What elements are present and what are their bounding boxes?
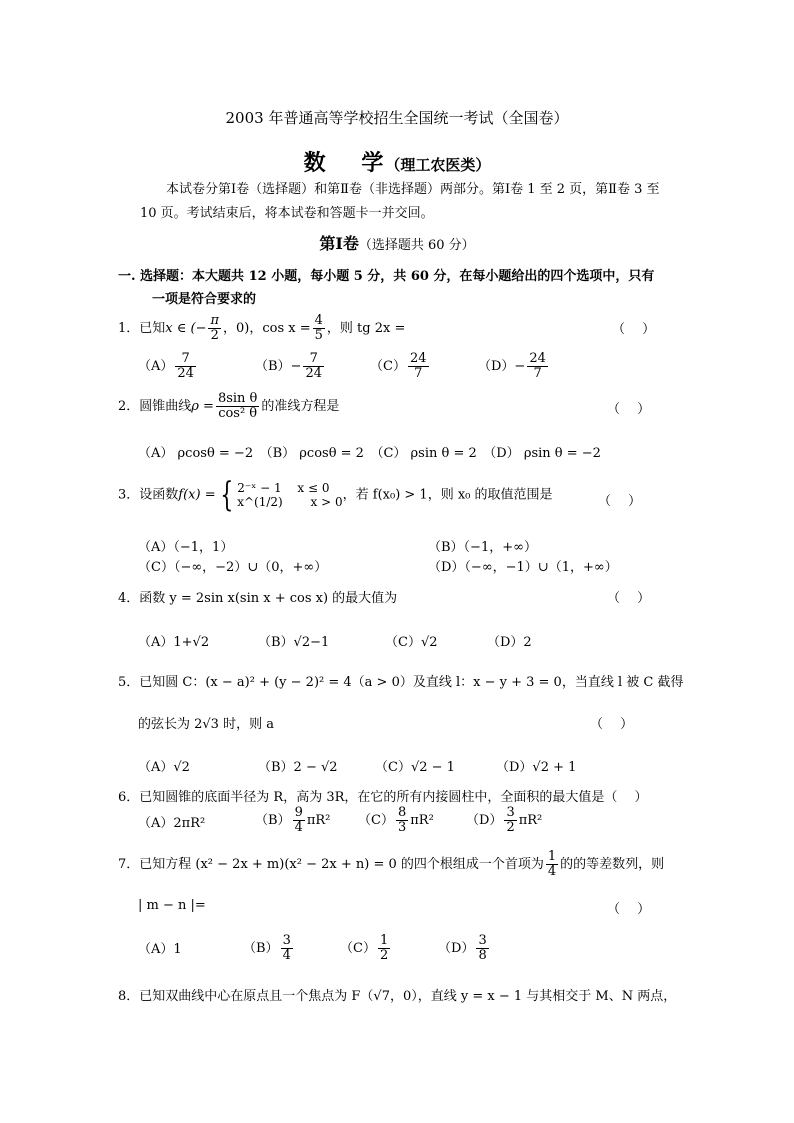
q6-c-label: （C） — [358, 813, 394, 828]
q1-b-num: 7 — [303, 352, 324, 367]
question-2 — [118, 392, 339, 421]
q1-b-label: （B）− — [255, 359, 302, 374]
q2-rho: ρ = — [191, 399, 214, 414]
q1-prefix: 1．已知 — [118, 321, 166, 336]
q1-c-num: 24 — [409, 351, 427, 366]
q1-expr3: ，则 tg 2x = — [326, 321, 406, 336]
section-heading-line2: 一项是符合要求的 — [152, 292, 257, 307]
q6-b-label: （B） — [255, 813, 291, 828]
q6-option-d — [466, 806, 542, 835]
q1-d-frac — [527, 352, 548, 381]
q7-text-a: 7．已知方程 (x² − 2x + m)(x² − 2x + n) = 0 的四个根组成一个首项为 — [118, 857, 544, 872]
question-5-line1: 5．已知圆 C：(x − a)² + (y − 2)² = 4（a > 0）及直线 l：x − y + 3 = 0，当直线 l 被 C 截得 — [118, 675, 684, 690]
q7-frac-den: 4 — [547, 864, 557, 879]
q1-a-label: （A） — [138, 359, 174, 374]
q7-c-frac — [378, 934, 390, 963]
q6-d-label: （D） — [466, 813, 503, 828]
q7-d-frac — [476, 934, 488, 963]
section-heading-line1: 一. 选择题：本大题共 12 小题，每小题 5 分，共 60 分，在每小题给出的四个选项中，只有 — [118, 269, 655, 284]
q1-b-den: 24 — [305, 366, 322, 381]
q1-option-d — [478, 352, 550, 381]
q7-b-label: （B） — [243, 941, 279, 956]
q4-answer-paren: （ ） — [607, 591, 651, 606]
q1-frac2-num: 4 — [314, 313, 323, 328]
q6-d-den: 2 — [506, 820, 515, 835]
q5-option-c: （C）√2 − 1 — [375, 760, 455, 775]
q7-b-den: 4 — [282, 948, 291, 963]
q2-prefix: 2．圆锥曲线 — [118, 399, 192, 414]
q3-pieces — [237, 481, 342, 509]
q1-frac2-den: 5 — [314, 328, 323, 343]
q7-option-d — [438, 934, 491, 963]
q1-option-c — [370, 352, 431, 381]
question-5-line2: 的弦长为 2√3 时，则 a — [138, 717, 274, 732]
q6-c-tail: πR² — [410, 813, 434, 828]
q1-a-den: 24 — [177, 366, 194, 381]
q3-option-c: （C）（−∞，−2）∪（0，+∞） — [138, 560, 328, 575]
subject-name: 数 学 — [303, 150, 386, 176]
q1-frac-num: π — [210, 313, 220, 328]
q1-d-den: 7 — [533, 366, 542, 381]
q3-prefix: 3．设函数 — [118, 487, 179, 503]
question-7-line1 — [118, 850, 664, 879]
q6-d-tail: πR² — [518, 813, 543, 828]
q1-a-num: 7 — [175, 352, 196, 367]
q5-option-a: （A）√2 — [138, 760, 190, 775]
q4-option-a: （A）1+√2 — [138, 635, 210, 650]
part-label: 第Ⅰ卷 — [319, 234, 359, 253]
q3-option-d: （D）（−∞，−1）∪（1，+∞） — [428, 560, 618, 575]
q7-c-label: （C） — [340, 941, 376, 956]
q1-expr1: x ∈ (− — [165, 321, 207, 336]
q3-function: f(x) = — [178, 487, 216, 503]
q1-d-num: 24 — [529, 351, 546, 366]
question-4: 4．函数 y = 2sin x(sin x + cos x) 的最大值为 — [118, 591, 398, 606]
q7-d-label: （D） — [438, 941, 475, 956]
part-note: （选择题共 60 分） — [358, 238, 475, 253]
q1-option-a — [138, 352, 198, 381]
q7-b-frac — [281, 934, 293, 963]
q4-option-d: （D）2 — [487, 635, 532, 650]
q1-frac-den: 2 — [210, 328, 219, 343]
exam-intro: 本试卷分第Ⅰ卷（选择题）和第Ⅱ卷（非选择题）两部分。第Ⅰ卷 1 至 2 页，第Ⅱ卷 3 至 10 页。考试结束后，将本试卷和答题卡一并交回。 — [140, 182, 660, 221]
q7-c-den: 2 — [379, 948, 389, 963]
q1-c-label: （C） — [370, 359, 406, 374]
q1-c-den: 7 — [414, 366, 423, 381]
question-7-line2: | m − n |= — [138, 898, 206, 913]
q6-d-num: 3 — [506, 805, 515, 820]
question-6: 6．已知圆锥的底面半径为 R，高为 3R，在它的所有内接圆柱中，全面积的最大值是（ ） — [118, 790, 648, 805]
q6-d-frac — [504, 806, 516, 835]
q3-option-b: （B）（−1，+∞） — [428, 540, 537, 555]
q3-piece-1: 2⁻ˣ − 1 x ≤ 0 — [237, 481, 330, 495]
q3-suffix: ，若 f(x₀) > 1，则 x₀ 的取值范围是 — [342, 487, 553, 503]
q7-frac — [546, 850, 558, 879]
q1-c-frac — [408, 352, 429, 381]
q1-option-b — [255, 352, 326, 381]
subject-heading — [0, 146, 794, 177]
q5-answer-paren: （ ） — [590, 717, 634, 732]
q3-piece-2: x^(1/2) x > 0 — [237, 495, 343, 509]
q2-frac — [216, 392, 259, 421]
q1-a-frac — [175, 352, 196, 381]
q6-c-den: 3 — [397, 820, 407, 835]
q1-d-label: （D）− — [478, 359, 526, 374]
q4-option-b: （B）√2−1 — [258, 635, 330, 650]
q6-option-b — [255, 806, 330, 835]
q1-expr2: ，0)，cos x = — [223, 321, 311, 336]
q6-b-num: 9 — [294, 805, 303, 820]
q2-frac-num: 8sin θ — [217, 391, 258, 406]
q2-frac-den: cos² θ — [218, 406, 258, 421]
q7-c-num: 1 — [379, 933, 389, 948]
q5-option-b: （B）2 − √2 — [258, 760, 338, 775]
q7-text-b: 的的等差数列，则 — [560, 857, 665, 872]
q6-b-frac — [293, 806, 305, 835]
q6-c-frac — [396, 806, 408, 835]
subject-category: （理工农医类） — [385, 156, 491, 174]
q3-brace: { — [219, 475, 233, 515]
q7-d-num: 3 — [478, 933, 487, 948]
q2-options: （A） ρcosθ = −2 （B） ρcosθ = 2 （C） ρsin θ = 2 （D） ρsin θ = −2 — [138, 446, 601, 461]
question-3 — [118, 475, 553, 515]
q3-option-a: （A）（−1，1） — [138, 540, 234, 555]
q7-d-den: 8 — [478, 948, 487, 963]
q1-frac-45 — [313, 314, 325, 343]
q1-b-frac — [303, 352, 324, 381]
q3-answer-paren: （ ） — [598, 494, 642, 509]
q2-suffix: 的准线方程是 — [261, 399, 340, 414]
q7-option-b — [243, 934, 295, 963]
question-8: 8．已知双曲线中心在原点且一个焦点为 F（√7，0），直线 y = x − 1 与其相交于 M、N 两点， — [118, 989, 677, 1004]
question-1 — [118, 314, 405, 343]
q7-answer-paren: （ ） — [607, 902, 651, 917]
q6-option-a: （A）2πR² — [138, 816, 206, 831]
q6-b-tail: πR² — [306, 813, 331, 828]
q2-answer-paren: （ ） — [607, 402, 651, 417]
q6-option-c — [358, 806, 434, 835]
exam-title: 2003 年普通高等学校招生全国统一考试（全国卷） — [225, 109, 569, 127]
q7-option-a: （A）1 — [138, 942, 182, 957]
q7-b-num: 3 — [282, 933, 291, 948]
q1-answer-paren: （ ） — [612, 322, 656, 337]
q7-option-c — [340, 934, 392, 963]
q4-option-c: （C）√2 — [385, 635, 438, 650]
q1-frac-pi — [208, 314, 221, 343]
q6-c-num: 8 — [397, 805, 407, 820]
q6-b-den: 4 — [294, 820, 303, 835]
part-heading — [0, 231, 794, 254]
q7-frac-num: 1 — [547, 849, 557, 864]
q5-option-d: （D）√2 + 1 — [496, 760, 577, 775]
